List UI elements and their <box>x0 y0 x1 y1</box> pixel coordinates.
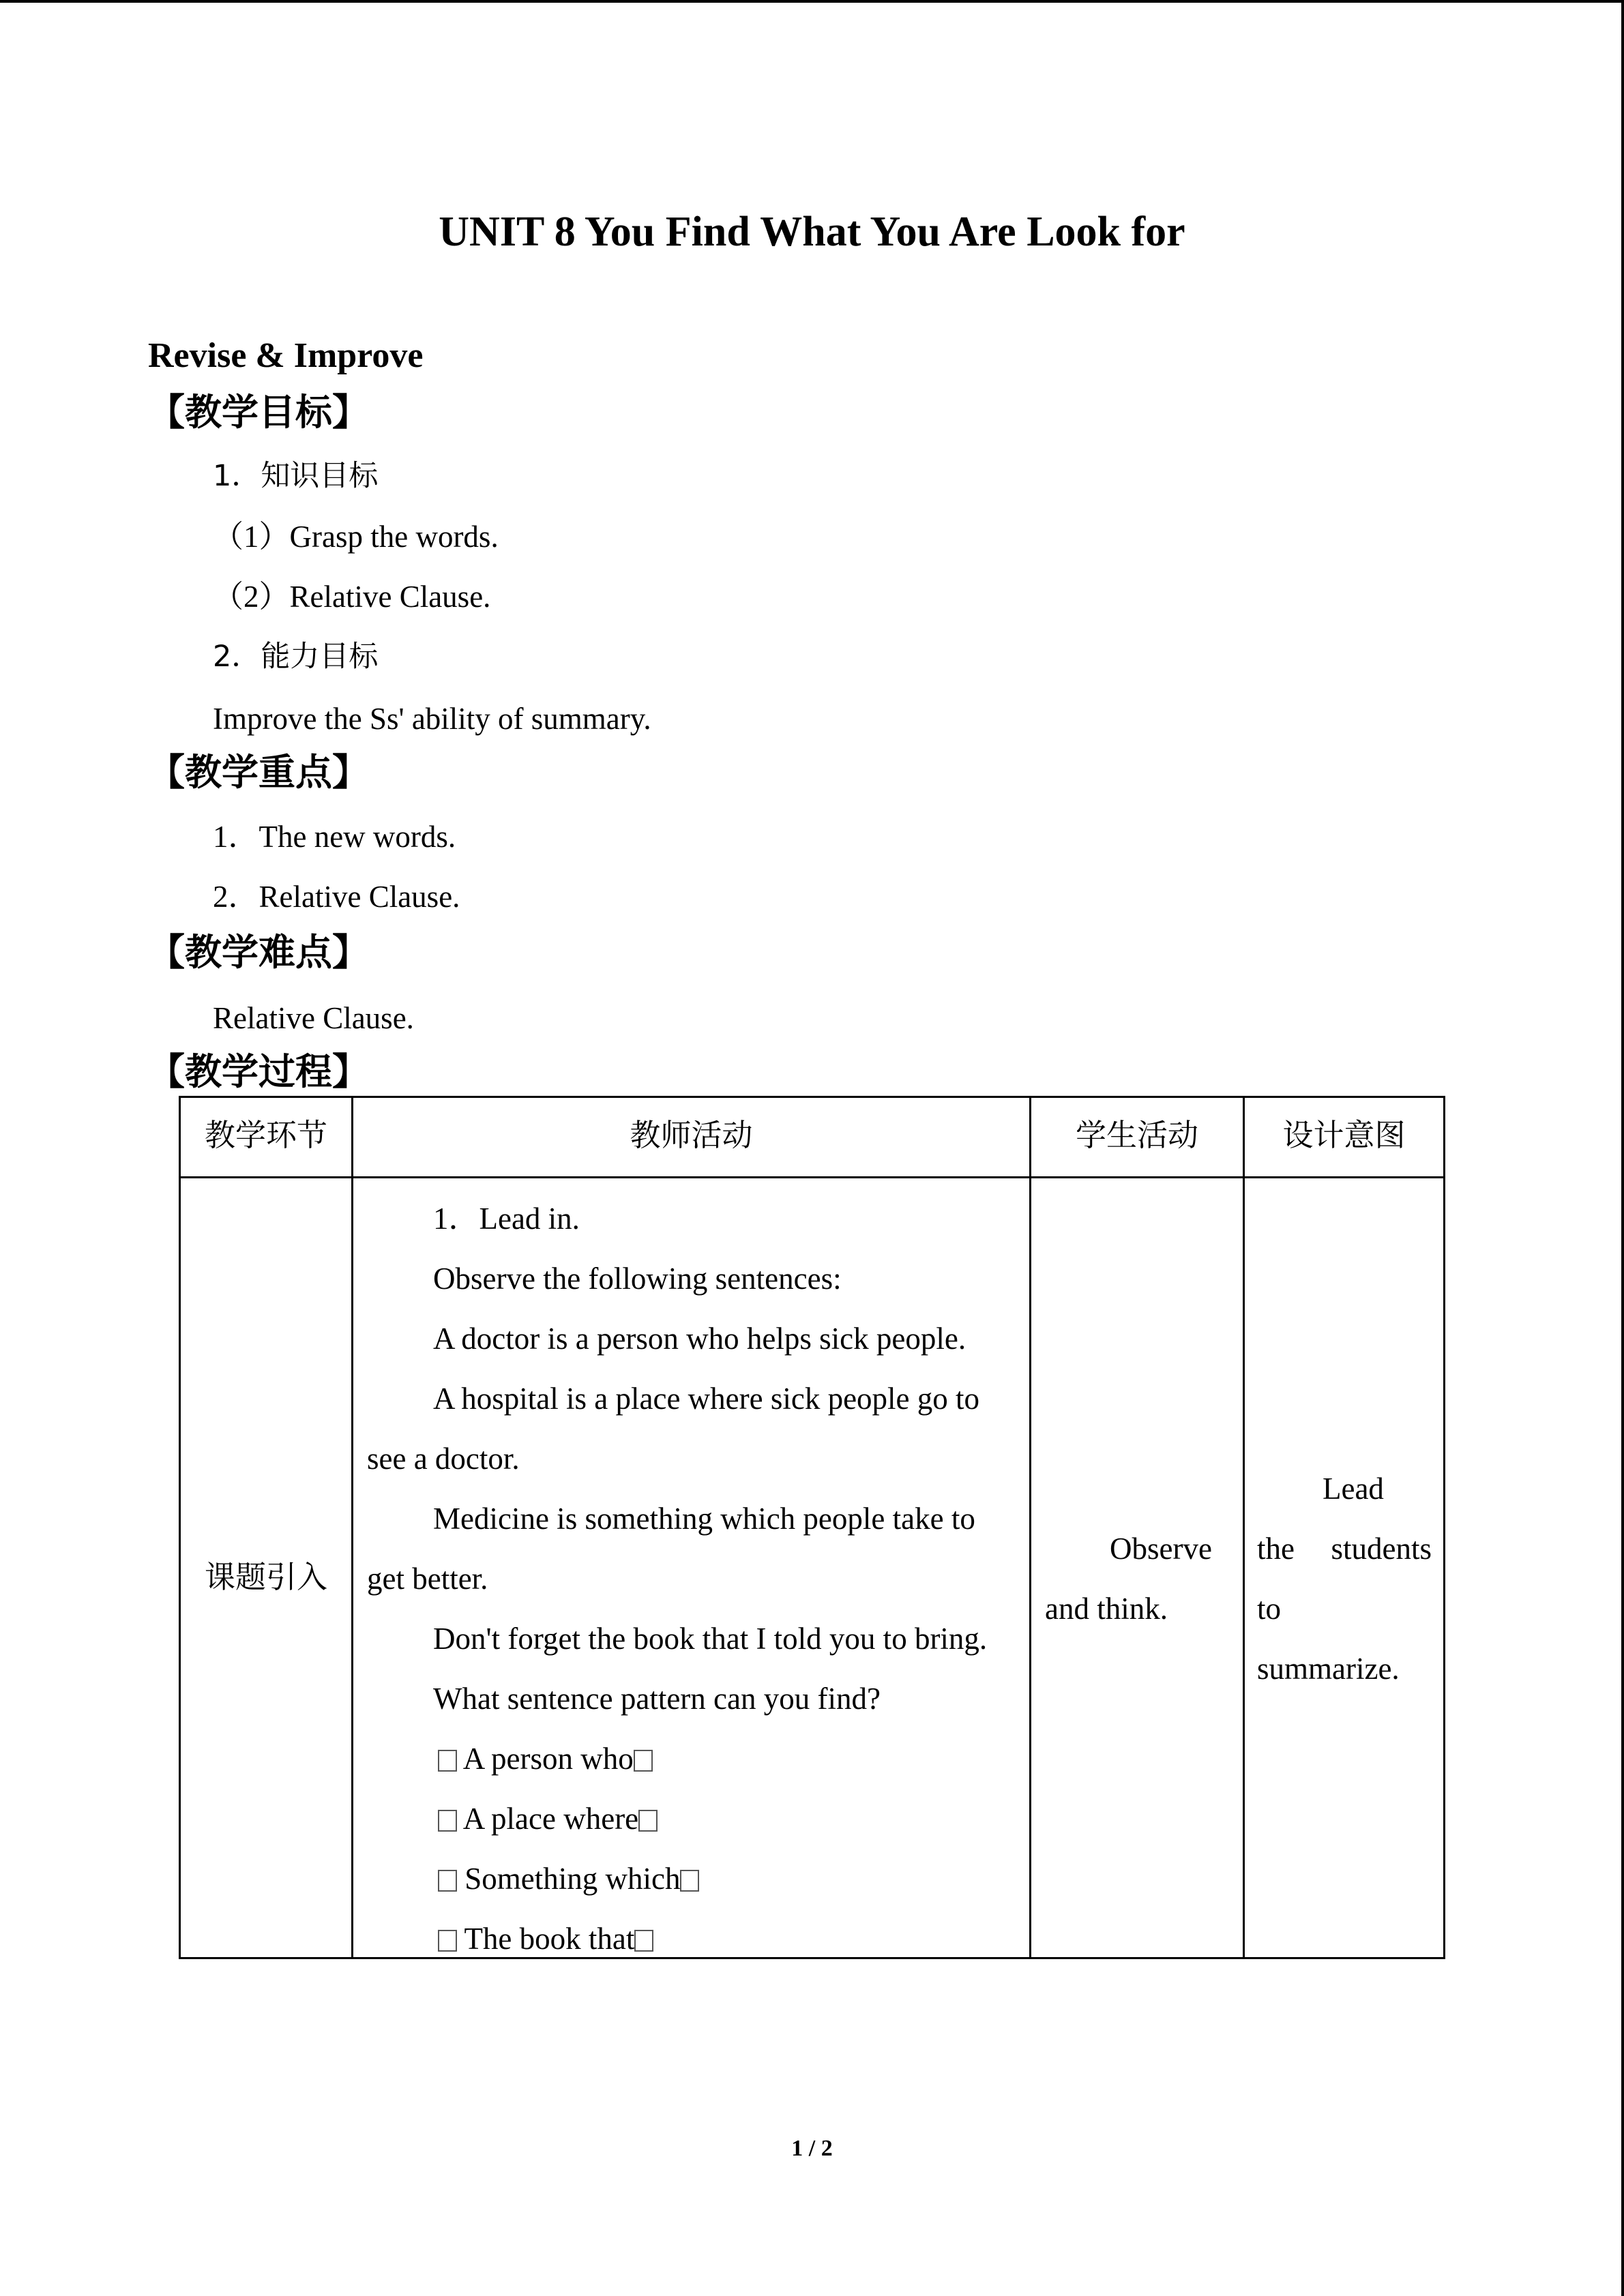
purpose-line-1: Lead <box>1323 1472 1384 1506</box>
heading-key-points: 【教学重点】 <box>148 751 369 794</box>
blank-box-icon <box>438 1810 457 1832</box>
purpose-line-2 <box>1257 1528 1432 1569</box>
table-border-top <box>179 1096 1445 1098</box>
teacher-sentence-3a: Medicine is something which people take to <box>433 1502 975 1536</box>
purpose-line-3: to <box>1257 1592 1282 1626</box>
pattern-item <box>438 1858 699 1899</box>
header-teacher-activity: 教师活动 <box>630 1117 753 1153</box>
table-col-divider-1 <box>351 1096 353 1959</box>
process-table <box>179 1096 1445 1959</box>
heading-objectives: 【教学目标】 <box>148 391 369 434</box>
table-header-divider <box>179 1176 1445 1178</box>
table-border-left <box>179 1096 181 1959</box>
blank-box-icon <box>438 1870 457 1892</box>
blank-box-icon <box>680 1870 699 1892</box>
blank-box-icon <box>634 1930 653 1952</box>
table-border-bottom <box>179 1957 1445 1959</box>
pattern-item <box>438 1738 653 1779</box>
blank-box-icon <box>438 1750 457 1772</box>
teacher-sentence-2a: A hospital is a place where sick people go to <box>433 1382 980 1416</box>
key-point-2: 2．Relative Clause. <box>213 880 460 914</box>
blank-box-icon <box>634 1750 653 1772</box>
pattern-text: The book that <box>464 1922 635 1956</box>
ability-text: Improve the Ss' ability of summary. <box>213 702 651 736</box>
page-border-top <box>0 0 1624 3</box>
header-design-purpose: 设计意图 <box>1282 1117 1406 1153</box>
heading-difficulties: 【教学难点】 <box>148 931 369 974</box>
header-student-activity: 学生活动 <box>1075 1117 1198 1153</box>
table-border-right <box>1443 1096 1445 1959</box>
difficulty-text: Relative Clause. <box>213 1001 414 1035</box>
blank-box-icon <box>438 1930 457 1952</box>
knowledge-label: 1．知识目标 <box>213 459 379 493</box>
purpose-word: students <box>1331 1532 1432 1566</box>
table-col-divider-3 <box>1243 1096 1245 1959</box>
teacher-question: What sentence pattern can you find? <box>433 1682 881 1716</box>
teacher-sentence-3b: get better. <box>367 1562 488 1596</box>
teacher-sentence-1: A doctor is a person who helps sick people. <box>433 1322 966 1356</box>
pattern-item <box>438 1798 658 1839</box>
page-number: 1 / 2 <box>791 2136 833 2161</box>
pattern-text: A person who <box>462 1742 634 1776</box>
header-stage: 教学环节 <box>204 1117 327 1153</box>
ability-label: 2．能力目标 <box>213 640 379 674</box>
pattern-text: Something which <box>464 1862 681 1896</box>
purpose-line-4: summarize. <box>1257 1652 1400 1686</box>
pattern-text: A place where <box>462 1802 639 1836</box>
teacher-sentence-4: Don't forget the book that I told you to bring. <box>433 1622 988 1656</box>
knowledge-item-2: （2）Relative Clause. <box>213 580 491 614</box>
knowledge-item-1: （1）Grasp the words. <box>213 520 499 554</box>
document-title: UNIT 8 You Find What You Are Look for <box>439 209 1185 255</box>
stage-cell: 课题引入 <box>204 1559 327 1595</box>
teacher-sentence-2b: see a doctor. <box>367 1442 520 1476</box>
heading-process: 【教学过程】 <box>148 1050 369 1093</box>
purpose-word: the <box>1257 1532 1295 1566</box>
table-col-divider-2 <box>1029 1096 1031 1959</box>
key-point-1: 1．The new words. <box>213 820 456 854</box>
student-activity-line-1: Observe <box>1110 1532 1212 1566</box>
teacher-lead-in: 1．Lead in. <box>433 1202 580 1236</box>
page-border-right <box>1621 0 1624 2296</box>
section-subtitle: Revise & Improve <box>148 336 424 375</box>
student-activity-line-2: and think. <box>1045 1592 1168 1626</box>
pattern-item <box>438 1918 653 1959</box>
teacher-observe: Observe the following sentences: <box>433 1262 842 1296</box>
blank-box-icon <box>638 1810 658 1832</box>
